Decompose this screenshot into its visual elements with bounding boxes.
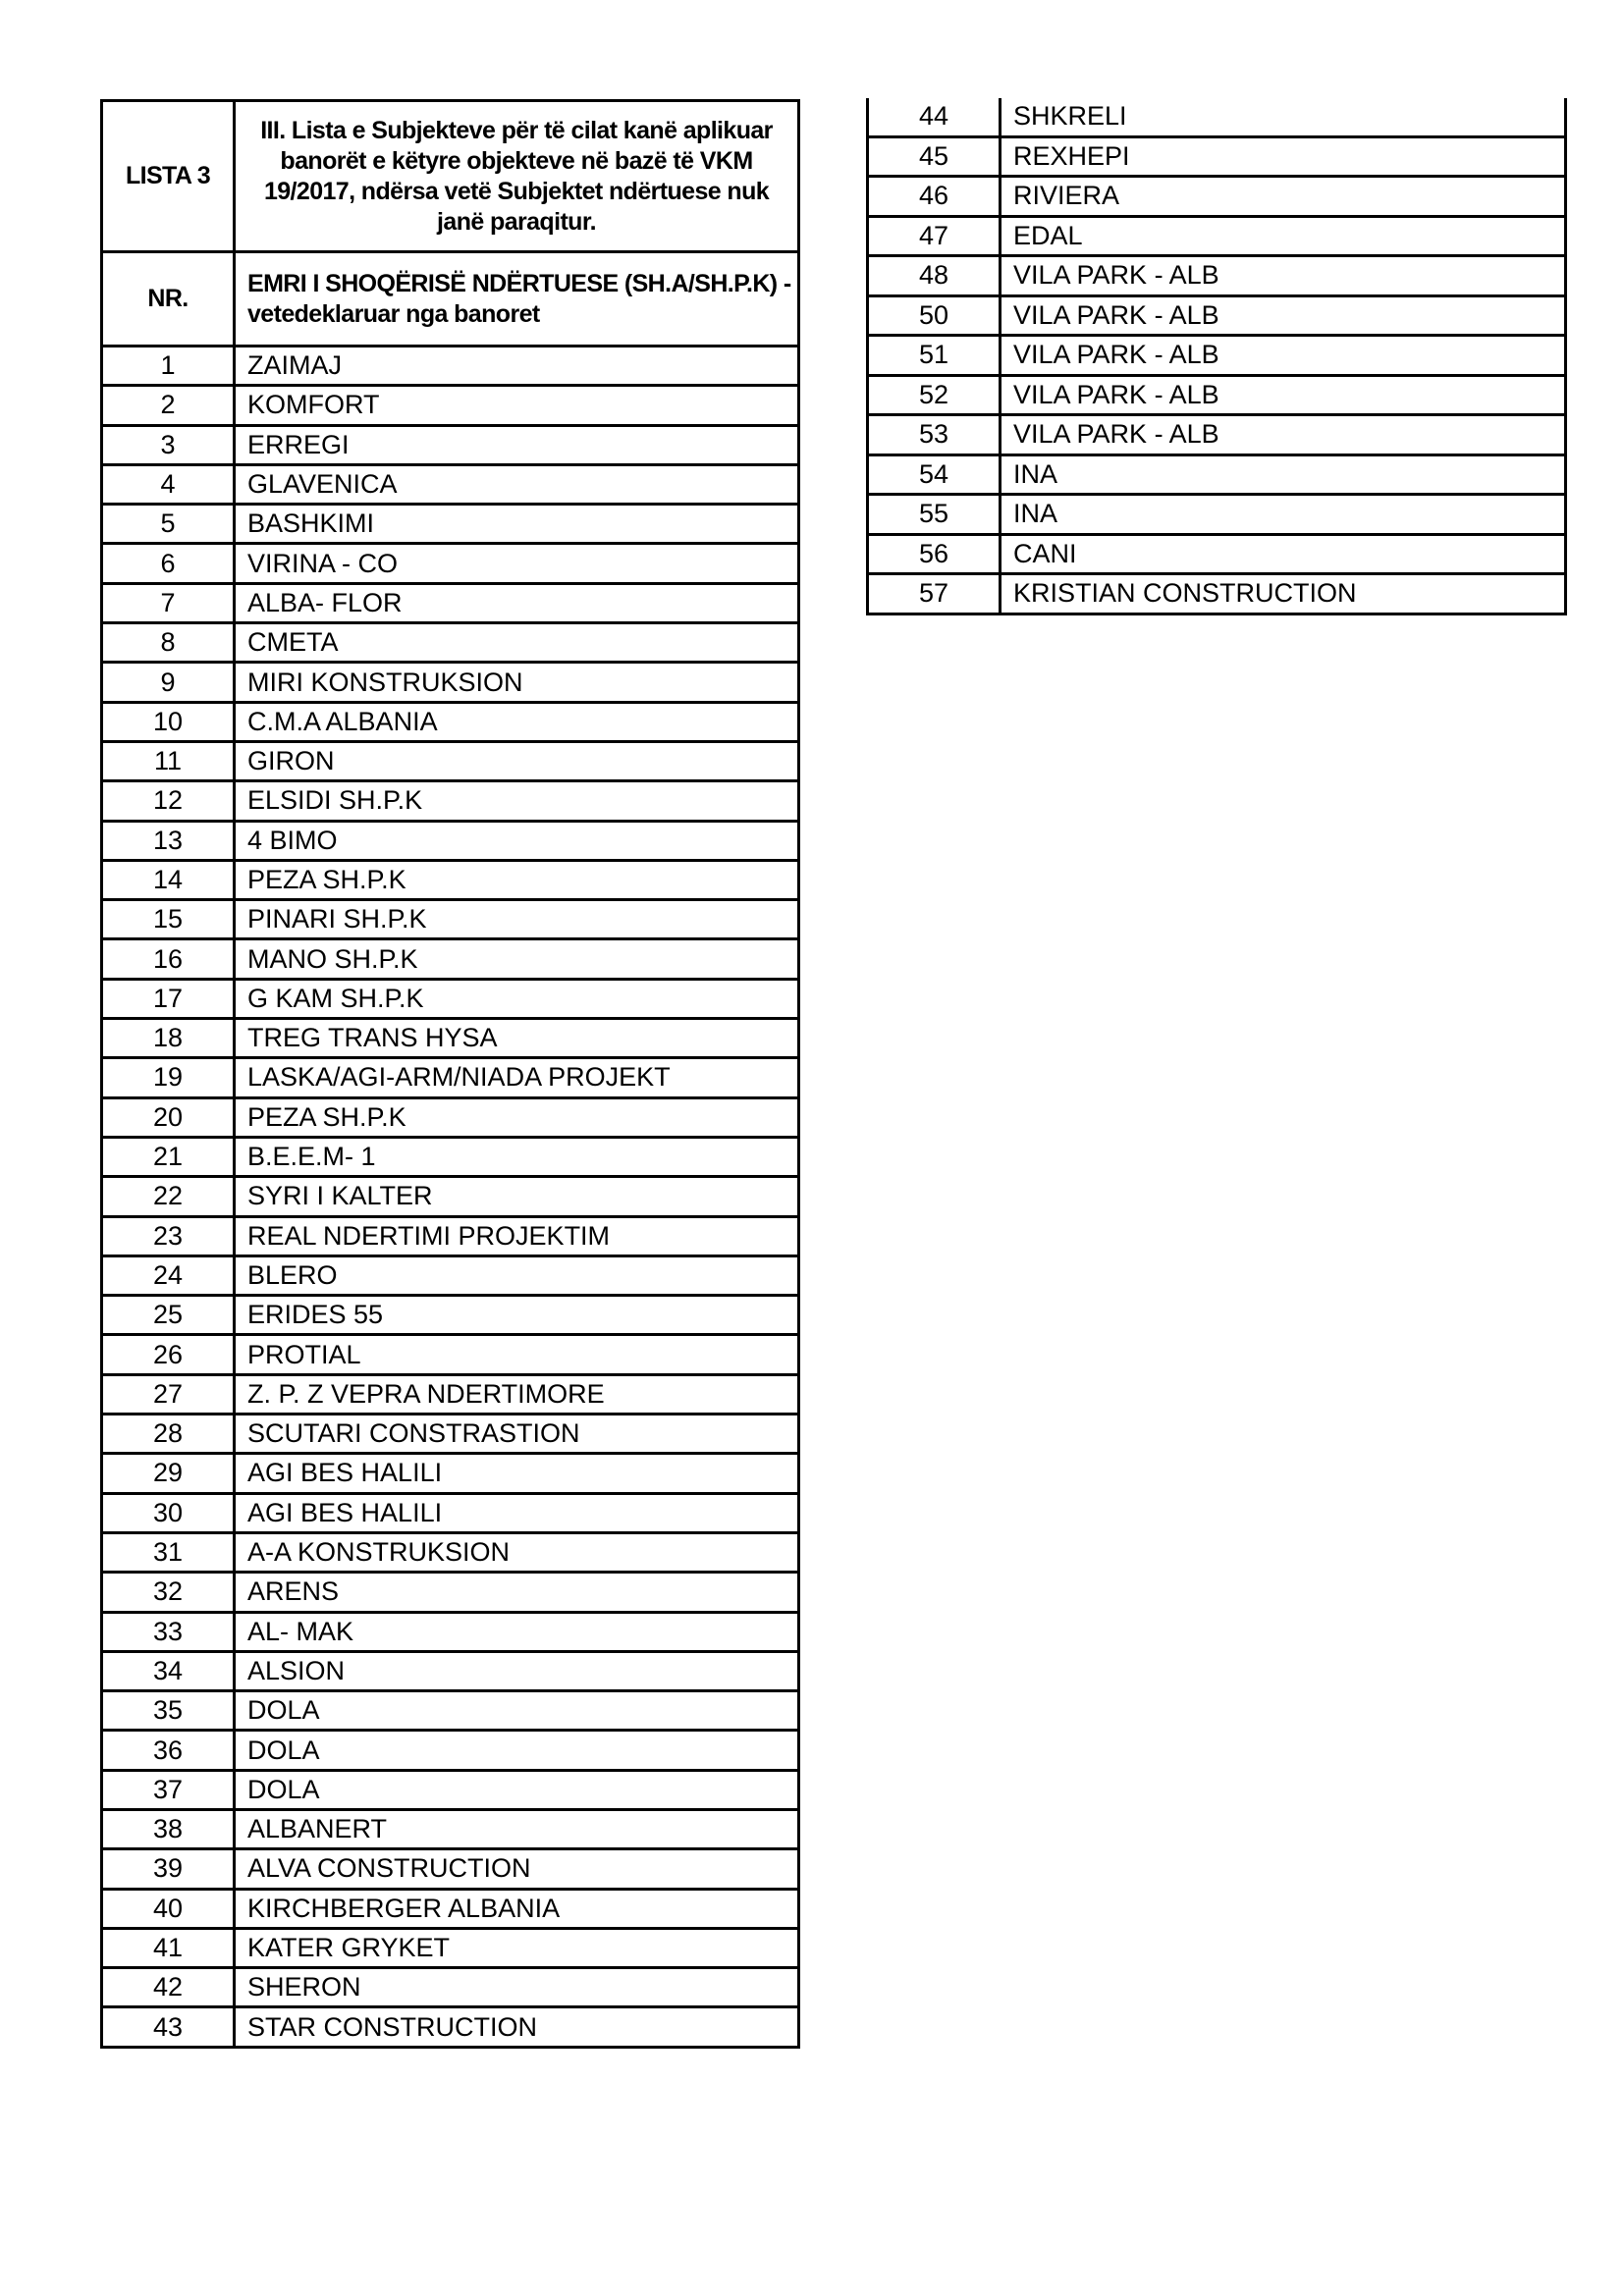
row-number: 7	[102, 583, 235, 622]
table-row	[868, 534, 1566, 574]
row-number: 44	[868, 98, 1001, 136]
row-number: 15	[102, 900, 235, 939]
table-row	[102, 1255, 799, 1295]
company-name: VILA PARK - ALB	[1001, 375, 1566, 415]
row-number: 8	[102, 623, 235, 663]
table-row	[868, 136, 1566, 177]
row-number: 56	[868, 534, 1001, 574]
company-name: REXHEPI	[1001, 136, 1566, 177]
table-row	[102, 1532, 799, 1572]
company-name: Z. P. Z VEPRA NDERTIMORE	[235, 1374, 799, 1414]
company-name: BASHKIMI	[235, 505, 799, 544]
table-row	[102, 1968, 799, 2007]
row-number: 18	[102, 1019, 235, 1058]
company-name: KATER GRYKET	[235, 1928, 799, 1967]
table-row	[102, 979, 799, 1018]
row-number: 27	[102, 1374, 235, 1414]
table-row	[102, 1058, 799, 1097]
row-number: 6	[102, 544, 235, 583]
table-row	[102, 505, 799, 544]
table-row	[102, 860, 799, 899]
company-table-left	[100, 99, 800, 2049]
company-name: BLERO	[235, 1255, 799, 1295]
company-name: VIRINA - CO	[235, 544, 799, 583]
table-row	[868, 415, 1566, 455]
table-row	[102, 1374, 799, 1414]
table-row	[102, 1415, 799, 1454]
table-row	[868, 574, 1566, 614]
company-name: ALBA- FLOR	[235, 583, 799, 622]
row-number: 32	[102, 1573, 235, 1612]
row-number: 20	[102, 1097, 235, 1137]
table-row	[868, 495, 1566, 535]
table-row	[102, 1928, 799, 1967]
row-number: 46	[868, 177, 1001, 217]
table-row	[868, 256, 1566, 296]
table-row	[868, 336, 1566, 376]
company-name: RIVIERA	[1001, 177, 1566, 217]
company-name: ARENS	[235, 1573, 799, 1612]
company-name: LASKA/AGI-ARM/NIADA PROJEKT	[235, 1058, 799, 1097]
row-number: 50	[868, 295, 1001, 336]
company-name: ERIDES 55	[235, 1296, 799, 1335]
row-number: 35	[102, 1691, 235, 1731]
row-number: 42	[102, 1968, 235, 2007]
row-number: 10	[102, 702, 235, 741]
row-number: 21	[102, 1137, 235, 1176]
table-row	[102, 781, 799, 821]
table-row	[102, 939, 799, 979]
table-row	[102, 1691, 799, 1731]
row-number: 28	[102, 1415, 235, 1454]
company-name: TREG TRANS HYSA	[235, 1019, 799, 1058]
row-number: 40	[102, 1889, 235, 1928]
column-header-name: EMRI I SHOQËRISË NDËRTUESE (SH.A/SH.P.K) - vetedeklaruar nga banoret	[235, 252, 799, 347]
row-number: 34	[102, 1651, 235, 1690]
table-row	[868, 454, 1566, 495]
row-number: 23	[102, 1216, 235, 1255]
company-name: DOLA	[235, 1691, 799, 1731]
company-name: VILA PARK - ALB	[1001, 256, 1566, 296]
table-row	[102, 663, 799, 702]
table-row	[102, 702, 799, 741]
company-name: KIRCHBERGER ALBANIA	[235, 1889, 799, 1928]
table-row	[102, 1809, 799, 1848]
company-name: SCUTARI CONSTRASTION	[235, 1415, 799, 1454]
table-row	[102, 741, 799, 780]
table-row	[102, 1216, 799, 1255]
table-row	[102, 1849, 799, 1889]
company-name: CMETA	[235, 623, 799, 663]
company-name: STAR CONSTRUCTION	[235, 2007, 799, 2047]
company-name: B.E.E.M- 1	[235, 1137, 799, 1176]
row-number: 26	[102, 1335, 235, 1374]
company-name: AGI BES HALILI	[235, 1493, 799, 1532]
company-name: INA	[1001, 454, 1566, 495]
company-name: VILA PARK - ALB	[1001, 415, 1566, 455]
row-number: 17	[102, 979, 235, 1018]
company-name: GIRON	[235, 741, 799, 780]
row-number: 24	[102, 1255, 235, 1295]
company-name: MANO SH.P.K	[235, 939, 799, 979]
company-name: PINARI SH.P.K	[235, 900, 799, 939]
company-name: DOLA	[235, 1731, 799, 1770]
table-row	[102, 623, 799, 663]
table-row	[868, 98, 1566, 136]
table-row	[102, 1137, 799, 1176]
row-number: 54	[868, 454, 1001, 495]
table-row	[102, 1296, 799, 1335]
table-row	[102, 1573, 799, 1612]
row-number: 47	[868, 216, 1001, 256]
table-row	[102, 544, 799, 583]
company-name: ERREGI	[235, 425, 799, 464]
company-name: ELSIDI SH.P.K	[235, 781, 799, 821]
company-name: GLAVENICA	[235, 464, 799, 504]
table-row	[102, 1889, 799, 1928]
company-name: DOLA	[235, 1770, 799, 1809]
row-number: 31	[102, 1532, 235, 1572]
company-name: ALVA CONSTRUCTION	[235, 1849, 799, 1889]
company-name: EDAL	[1001, 216, 1566, 256]
company-name: MIRI KONSTRUKSION	[235, 663, 799, 702]
table-row	[868, 177, 1566, 217]
row-number: 43	[102, 2007, 235, 2047]
row-number: 29	[102, 1454, 235, 1493]
list-label: LISTA 3	[102, 101, 235, 252]
row-number: 16	[102, 939, 235, 979]
row-number: 22	[102, 1177, 235, 1216]
row-number: 37	[102, 1770, 235, 1809]
company-name: AGI BES HALILI	[235, 1454, 799, 1493]
company-name: PEZA SH.P.K	[235, 860, 799, 899]
table-row	[102, 1770, 799, 1809]
table-row	[102, 1493, 799, 1532]
row-number: 38	[102, 1809, 235, 1848]
table-row	[102, 821, 799, 860]
table-row	[102, 1731, 799, 1770]
table-row	[102, 347, 799, 386]
company-name: ALSION	[235, 1651, 799, 1690]
table-row	[102, 583, 799, 622]
row-number: 33	[102, 1612, 235, 1651]
company-name: A-A KONSTRUKSION	[235, 1532, 799, 1572]
company-name: ALBANERT	[235, 1809, 799, 1848]
row-number: 5	[102, 505, 235, 544]
table-row	[102, 1651, 799, 1690]
company-name: SHKRELI	[1001, 98, 1566, 136]
row-number: 12	[102, 781, 235, 821]
company-name: ZAIMAJ	[235, 347, 799, 386]
company-name: CANI	[1001, 534, 1566, 574]
table-row	[102, 1335, 799, 1374]
company-name: KRISTIAN CONSTRUCTION	[1001, 574, 1566, 614]
table-row	[102, 386, 799, 425]
table-row	[102, 1019, 799, 1058]
company-name: SYRI I KALTER	[235, 1177, 799, 1216]
row-number: 48	[868, 256, 1001, 296]
row-number: 45	[868, 136, 1001, 177]
table-row	[102, 1097, 799, 1137]
company-name: INA	[1001, 495, 1566, 535]
company-name: C.M.A ALBANIA	[235, 702, 799, 741]
row-number: 39	[102, 1849, 235, 1889]
company-name: SHERON	[235, 1968, 799, 2007]
table-row	[102, 1177, 799, 1216]
column-header-nr: NR.	[102, 252, 235, 347]
table-row	[102, 900, 799, 939]
company-name: PEZA SH.P.K	[235, 1097, 799, 1137]
company-table-right	[866, 98, 1567, 615]
row-number: 30	[102, 1493, 235, 1532]
company-name: VILA PARK - ALB	[1001, 336, 1566, 376]
company-name: KOMFORT	[235, 386, 799, 425]
company-name: VILA PARK - ALB	[1001, 295, 1566, 336]
row-number: 3	[102, 425, 235, 464]
row-number: 11	[102, 741, 235, 780]
row-number: 9	[102, 663, 235, 702]
company-name: AL- MAK	[235, 1612, 799, 1651]
table-row	[102, 1612, 799, 1651]
header-row-title	[102, 101, 799, 252]
row-number: 55	[868, 495, 1001, 535]
row-number: 2	[102, 386, 235, 425]
table-row	[102, 2007, 799, 2047]
row-number: 4	[102, 464, 235, 504]
table-row	[102, 464, 799, 504]
company-name: PROTIAL	[235, 1335, 799, 1374]
table-row	[868, 375, 1566, 415]
table-row	[102, 425, 799, 464]
row-number: 19	[102, 1058, 235, 1097]
table-row	[868, 295, 1566, 336]
row-number: 1	[102, 347, 235, 386]
table-row	[102, 1454, 799, 1493]
table-title: III. Lista e Subjekteve për të cilat kanë aplikuar banorët e këtyre objekteve në bazë të VKM 19/2017, ndërsa vetë Subjektet ndërtuese nuk janë paraqitur.	[235, 101, 799, 252]
table-row	[868, 216, 1566, 256]
company-name: REAL NDERTIMI PROJEKTIM	[235, 1216, 799, 1255]
company-name: G KAM SH.P.K	[235, 979, 799, 1018]
row-number: 25	[102, 1296, 235, 1335]
row-number: 13	[102, 821, 235, 860]
row-number: 53	[868, 415, 1001, 455]
company-name: 4 BIMO	[235, 821, 799, 860]
row-number: 14	[102, 860, 235, 899]
row-number: 52	[868, 375, 1001, 415]
row-number: 41	[102, 1928, 235, 1967]
row-number: 36	[102, 1731, 235, 1770]
header-row-columns	[102, 252, 799, 347]
row-number: 57	[868, 574, 1001, 614]
row-number: 51	[868, 336, 1001, 376]
